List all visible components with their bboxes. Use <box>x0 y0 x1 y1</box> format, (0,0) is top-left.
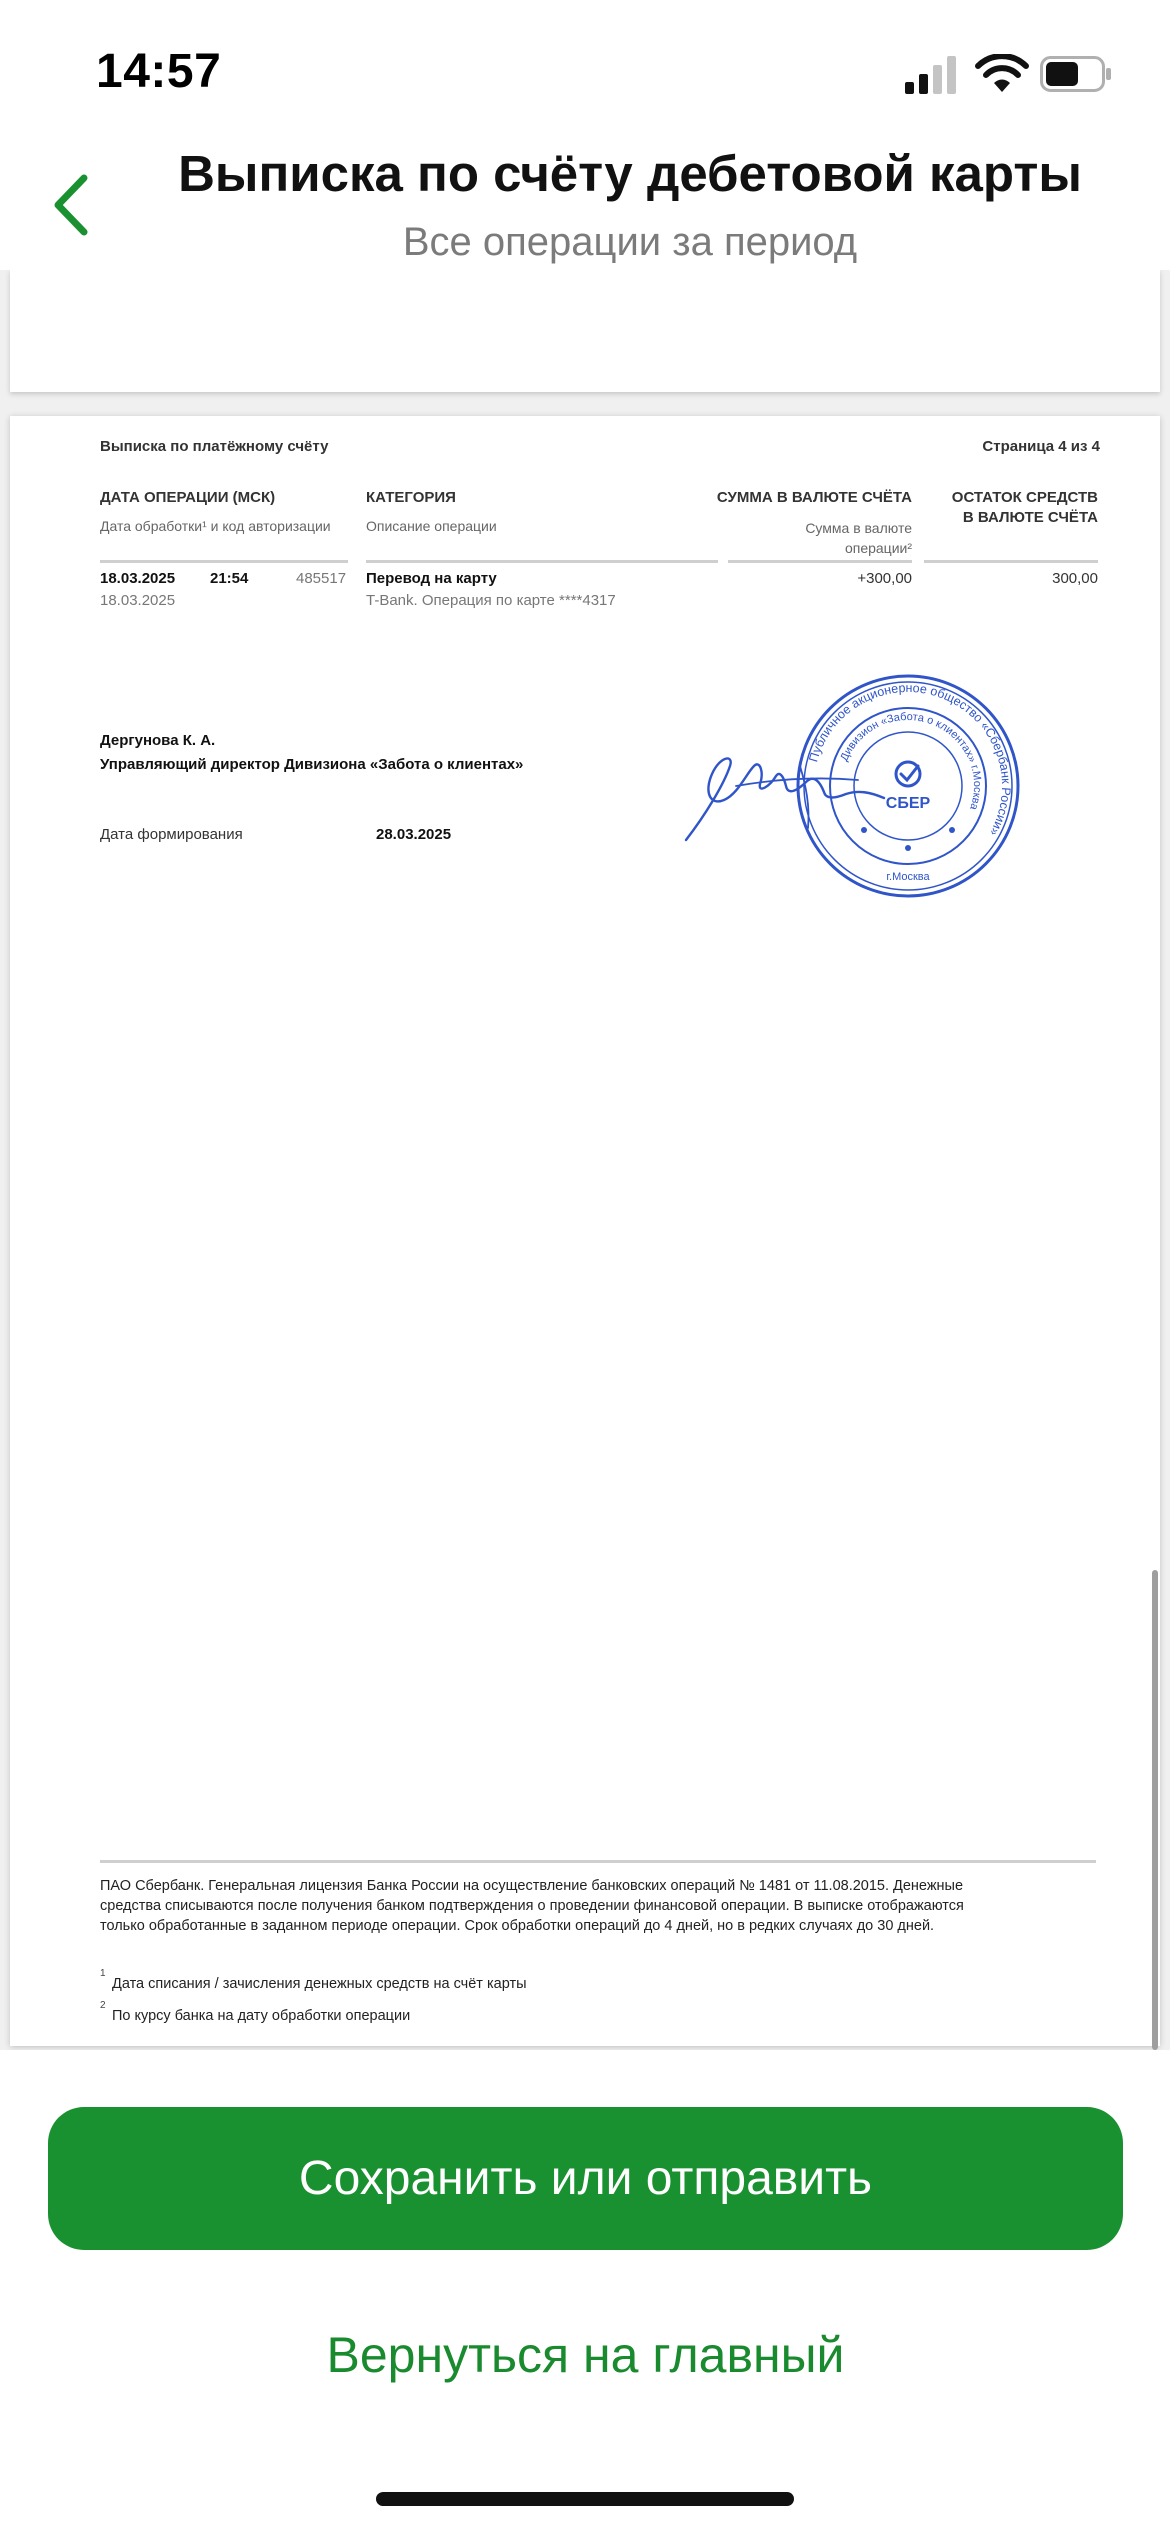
transaction-balance: 300,00 <box>1052 570 1098 587</box>
page-number: Страница 4 из 4 <box>982 438 1100 455</box>
column-amount-title: СУММА В ВАЛЮТЕ СЧЁТА <box>716 489 912 506</box>
column-divider <box>366 560 718 563</box>
footnote-text: Дата списания / зачисления денежных средств на счёт карты <box>112 1976 527 1992</box>
scrollbar[interactable] <box>1152 1570 1158 2050</box>
chevron-left-icon <box>44 170 104 240</box>
column-divider <box>924 560 1098 563</box>
status-bar <box>0 0 1170 140</box>
back-button[interactable] <box>44 170 104 240</box>
transaction-description: T-Bank. Операция по карте ****4317 <box>366 592 616 609</box>
formed-date-label: Дата формирования <box>100 826 243 843</box>
document-viewer[interactable] <box>0 270 1170 2050</box>
column-category-subtitle: Описание операции <box>366 518 497 534</box>
wifi-icon <box>975 54 1029 94</box>
column-divider <box>100 560 348 563</box>
column-date-subtitle: Дата обработки¹ и код авторизации <box>100 518 331 534</box>
column-amount-subtitle-2: операции² <box>844 540 912 556</box>
footer-text: ПАО Сбербанк. Генеральная лицензия Банка России на осуществление банковских операций № 1481 от 11.08.2015. Денежные средства списываются после получения банком подтверждения о проведении финансовой операции. В выписке отображаются только обработанные в заданном периоде операции. Срок обработки операций до 4 дней, но в редких случаях до 30 дней. <box>100 1878 964 1934</box>
signer-name: Дергунова К. А. <box>100 732 216 749</box>
transaction-amount: +300,00 <box>857 570 912 587</box>
column-balance-title-1: ОСТАТОК СРЕДСТВ <box>951 489 1098 506</box>
svg-text:Публичное акционерное общество: Публичное акционерное общество «Сбербанк России» <box>806 680 1014 839</box>
home-indicator <box>376 2492 794 2506</box>
column-category-title: КАТЕГОРИЯ <box>366 489 456 506</box>
footer-divider <box>100 1860 1096 1863</box>
transaction-date: 18.03.2025 <box>100 570 176 587</box>
svg-text:Дивизион «Забота о клиентах» г: Дивизион «Забота о клиентах» г.Москва <box>838 710 984 812</box>
svg-text:СБЕР: СБЕР <box>885 795 931 812</box>
transaction-time: 21:54 <box>210 570 249 587</box>
svg-text:г.Москва: г.Москва <box>886 871 930 883</box>
column-date-title: ДАТА ОПЕРАЦИИ (МСК) <box>100 489 276 506</box>
return-home-button[interactable]: Вернуться на главный <box>326 2327 845 2383</box>
previous-page <box>10 270 1160 392</box>
transaction-category: Перевод на карту <box>366 570 497 587</box>
footnote-number: 1 <box>100 1968 106 1979</box>
formed-date: 28.03.2025 <box>376 826 452 843</box>
page-subtitle: Все операции за период <box>402 220 858 264</box>
page-title: Выписка по счёту дебетовой карты <box>178 145 1082 202</box>
column-amount-subtitle-1: Сумма в валюте <box>805 520 912 536</box>
signer-role: Управляющий директор Дивизиона «Забота о клиентах» <box>100 756 524 773</box>
battery-icon <box>1040 56 1112 92</box>
save-or-send-button[interactable]: Сохранить или отправить <box>48 2107 1123 2250</box>
auth-code: 485517 <box>296 570 347 587</box>
statement-header: Выписка по платёжному счёту <box>100 438 329 455</box>
status-time: 14:57 <box>96 45 222 98</box>
signal-icon <box>905 56 957 94</box>
processed-date: 18.03.2025 <box>100 592 176 609</box>
bank-stamp <box>792 670 1024 902</box>
statement-page <box>10 416 1160 2046</box>
footnote-number: 2 <box>100 2000 106 2011</box>
column-balance-title-2: В ВАЛЮТЕ СЧЁТА <box>962 509 1098 526</box>
footnote-text: По курсу банка на дату обработки операции <box>112 2008 411 2024</box>
column-divider <box>728 560 912 563</box>
